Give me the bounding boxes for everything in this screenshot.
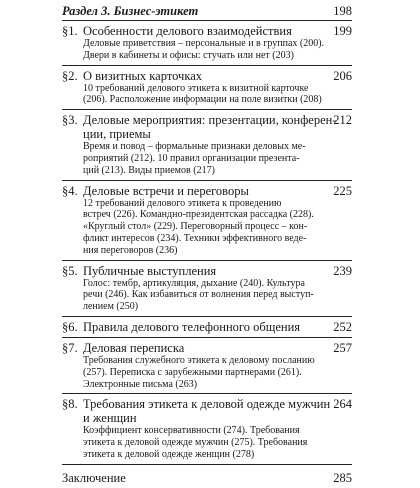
toc-entry xyxy=(62,317,352,338)
entry-title: Деловая переписка xyxy=(83,340,185,355)
entry-number: §6. xyxy=(62,319,78,334)
subtopic-line: лением (250) xyxy=(83,301,139,313)
section-heading xyxy=(62,2,352,21)
conclusion-title: Заключение xyxy=(62,470,126,485)
entry-subtopics xyxy=(83,83,352,107)
entry-title: Требования этикета к деловой одежде мужчин xyxy=(83,397,331,412)
entry-number: §7. xyxy=(62,340,78,355)
entry-title: Деловые мероприятия: презентации, конферен- xyxy=(83,113,337,128)
toc-entry xyxy=(62,21,352,66)
subtopic-line: Электронные письма (263) xyxy=(83,378,198,390)
section-page-number: 198 xyxy=(333,4,352,18)
entry-subtopics xyxy=(83,425,352,460)
toc-entry xyxy=(62,66,352,111)
entry-title-continued: и женщин xyxy=(83,411,137,426)
subtopic-line: 12 требований делового этикета к проведению xyxy=(83,197,282,209)
entry-number: §1. xyxy=(62,24,78,38)
entry-page-number: 257 xyxy=(333,340,352,355)
subtopic-line: встреч (226). Командно-президентская рассадка (228). xyxy=(83,209,314,221)
entry-page-number: 225 xyxy=(333,183,352,198)
entry-page-number: 264 xyxy=(333,397,352,412)
toc-entry xyxy=(62,110,352,180)
subtopic-line: (206). Расположение информации на поле визитки (208) xyxy=(83,94,322,106)
entry-title: О визитных карточках xyxy=(83,68,203,83)
entry-page-number: 212 xyxy=(333,113,352,128)
toc-entry xyxy=(62,394,352,464)
entry-title: Публичные выступления xyxy=(83,263,217,278)
subtopic-line: (257). Переписка с зарубежными партнерами (261). xyxy=(83,366,302,378)
entry-number: §2. xyxy=(62,68,78,83)
subtopic-line: «Круглый стол» (229). Переговорный процесс – кон- xyxy=(83,221,308,233)
entry-number: §8. xyxy=(62,397,78,412)
table-of-contents xyxy=(62,2,352,488)
subtopic-line: Требования служебного этикета к деловому посланию xyxy=(83,354,315,366)
entry-title: Правила делового телефонного общения xyxy=(83,319,301,334)
entry-subtopics xyxy=(83,355,352,390)
entry-number: §4. xyxy=(62,183,78,198)
entry-title-continued: ции, приемы xyxy=(83,127,151,142)
subtopic-line: этикета к деловой одежде женщин (278) xyxy=(83,448,255,460)
subtopic-line: Время и повод – формальные признаки деловых ме- xyxy=(83,141,306,153)
entry-number: §3. xyxy=(62,113,78,128)
entry-page-number: 239 xyxy=(333,263,352,278)
toc-entry xyxy=(62,261,352,317)
entry-title: Деловые встречи и переговоры xyxy=(83,183,249,198)
section-title: Раздел 3. Бизнес-этикет xyxy=(62,4,199,18)
subtopic-line: речи (246). Как избавиться от волнения перед выступ- xyxy=(83,289,314,301)
subtopic-line: Голос: тембр, артикуляция, дыхание (240). Культура xyxy=(83,277,305,289)
subtopic-line: ния переговоров (236) xyxy=(83,244,178,256)
entry-page-number: 206 xyxy=(333,68,352,83)
subtopic-line: Коэффициент консервативности (274). Требования xyxy=(83,425,300,437)
toc-entry-conclusion xyxy=(62,465,352,488)
toc-entries xyxy=(62,21,352,465)
subtopic-line: ций (213). Виды приемов (217) xyxy=(83,164,215,176)
entry-title: Особенности делового взаимодействия xyxy=(83,24,292,38)
subtopic-line: фликт интересов (234). Техники эффективного веде- xyxy=(83,232,307,244)
entry-subtopics xyxy=(83,141,352,176)
subtopic-line: роприятий (212). 10 правил организации презента- xyxy=(83,152,300,164)
toc-entry xyxy=(62,181,352,261)
subtopic-line: Двери в кабинеты и офисы: стучать или нет (203) xyxy=(83,49,294,61)
entry-subtopics xyxy=(83,278,352,313)
entry-subtopics xyxy=(83,198,352,257)
entry-page-number: 252 xyxy=(333,319,352,334)
subtopic-line: Деловые приветствия – персональные и в группах (200). xyxy=(83,38,325,49)
subtopic-line: 10 требований делового этикета к визитной карточке xyxy=(83,82,309,94)
entry-page-number: 199 xyxy=(333,24,352,38)
conclusion-page-number: 285 xyxy=(333,470,352,485)
entry-subtopics xyxy=(83,38,352,62)
toc-entry xyxy=(62,338,352,394)
entry-number: §5. xyxy=(62,263,78,278)
subtopic-line: этикета к деловой одежде мужчин (275). Требования xyxy=(83,437,308,449)
